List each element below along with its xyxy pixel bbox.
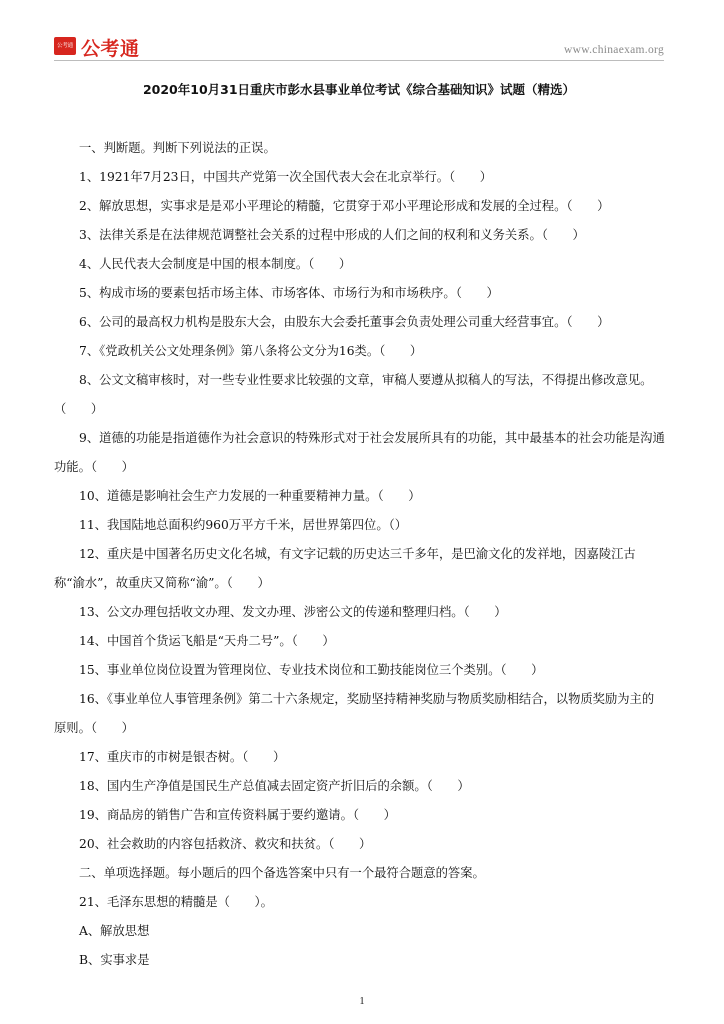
- section-heading: 二、单项选择题。每小题后的四个备选答案中只有一个最符合题意的答案。: [79, 866, 485, 880]
- question-item: 10、道德是影响社会生产力发展的一种重要精神力量。（ ）: [79, 489, 421, 503]
- page-number: 1: [359, 996, 365, 1007]
- question-item: 13、公文办理包括收文办理、发文办理、涉密公文的传递和整理归档。（ ）: [79, 605, 507, 619]
- answer-option: B、实事求是: [79, 953, 150, 967]
- question-item: 8、公文文稿审核时，对一些专业性要求比较强的文章，审稿人要遵从拟稿人的写法，不得提出修改意见。（ ）: [54, 373, 653, 416]
- question-item: 4、人民代表大会制度是中国的根本制度。（ ）: [79, 257, 352, 271]
- section-heading: 一、判断题。判断下列说法的正误。: [79, 141, 276, 155]
- logo-mark: 公考通: [57, 43, 73, 49]
- question-item: 7、《党政机关公文处理条例》第八条将公文分为16类。（ ）: [79, 344, 423, 358]
- question-item: 12、重庆是中国著名历史文化名城，有文字记载的历史达三千多年，是巴渝文化的发祥地，因嘉陵江古称“渝水”，故重庆又简称“渝”。（ ）: [54, 547, 636, 590]
- question-item: 6、公司的最高权力机构是股东大会，由股东大会委托董事会负责处理公司重大经营事宜。（ ）: [79, 315, 610, 329]
- question-item: 17、重庆市的市树是银杏树。（ ）: [79, 750, 286, 764]
- question-item: 9、道德的功能是指道德作为社会意识的特殊形式对于社会发展所具有的功能，其中最基本的社会功能是沟通功能。（ ）: [54, 431, 665, 474]
- question-item: 16、《事业单位人事管理条例》第二十六条规定，奖励坚持精神奖励与物质奖励相结合，以物质奖励为主的原则。（ ）: [54, 692, 655, 735]
- brand-name: 公考通: [81, 38, 140, 60]
- question-item: 20、社会救助的内容包括救济、救灾和扶贫。（ ）: [79, 837, 372, 851]
- page-header: [54, 34, 664, 62]
- question-item: 3、法律关系是在法律规范调整社会关系的过程中形成的人们之间的权利和义务关系。（ ）: [79, 228, 585, 242]
- question-item: 15、事业单位岗位设置为管理岗位、专业技术岗位和工勤技能岗位三个类别。（ ）: [79, 663, 544, 677]
- question-item: 5、构成市场的要素包括市场主体、市场客体、市场行为和市场秩序。（ ）: [79, 286, 499, 300]
- site-url[interactable]: www.chinaexam.org: [564, 44, 664, 56]
- question-item: 1、1921年7月23日，中国共产党第一次全国代表大会在北京举行。（ ）: [79, 170, 493, 184]
- question-item: 19、商品房的销售广告和宣传资料属于要约邀请。（ ）: [79, 808, 396, 822]
- question-item: 18、国内生产净值是国民生产总值减去固定资产折旧后的余额。（ ）: [79, 779, 470, 793]
- question-item: 21、毛泽东思想的精髓是（ ）。: [79, 895, 273, 909]
- question-item: 2、解放思想，实事求是是邓小平理论的精髓，它贯穿于邓小平理论形成和发展的全过程。（ ）: [79, 199, 610, 213]
- header-divider: [54, 60, 664, 61]
- brand-logo-icon: [54, 37, 76, 55]
- question-item: 11、我国陆地总面积约960万平方千米，居世界第四位。（）: [79, 518, 408, 532]
- question-item: 14、中国首个货运飞船是“天舟二号”。（ ）: [79, 634, 335, 648]
- document-body: [54, 134, 666, 975]
- document-title: 2020年10月31日重庆市彭水县事业单位考试《综合基础知识》试题（精选）: [142, 82, 576, 97]
- answer-option: A、解放思想: [79, 924, 150, 938]
